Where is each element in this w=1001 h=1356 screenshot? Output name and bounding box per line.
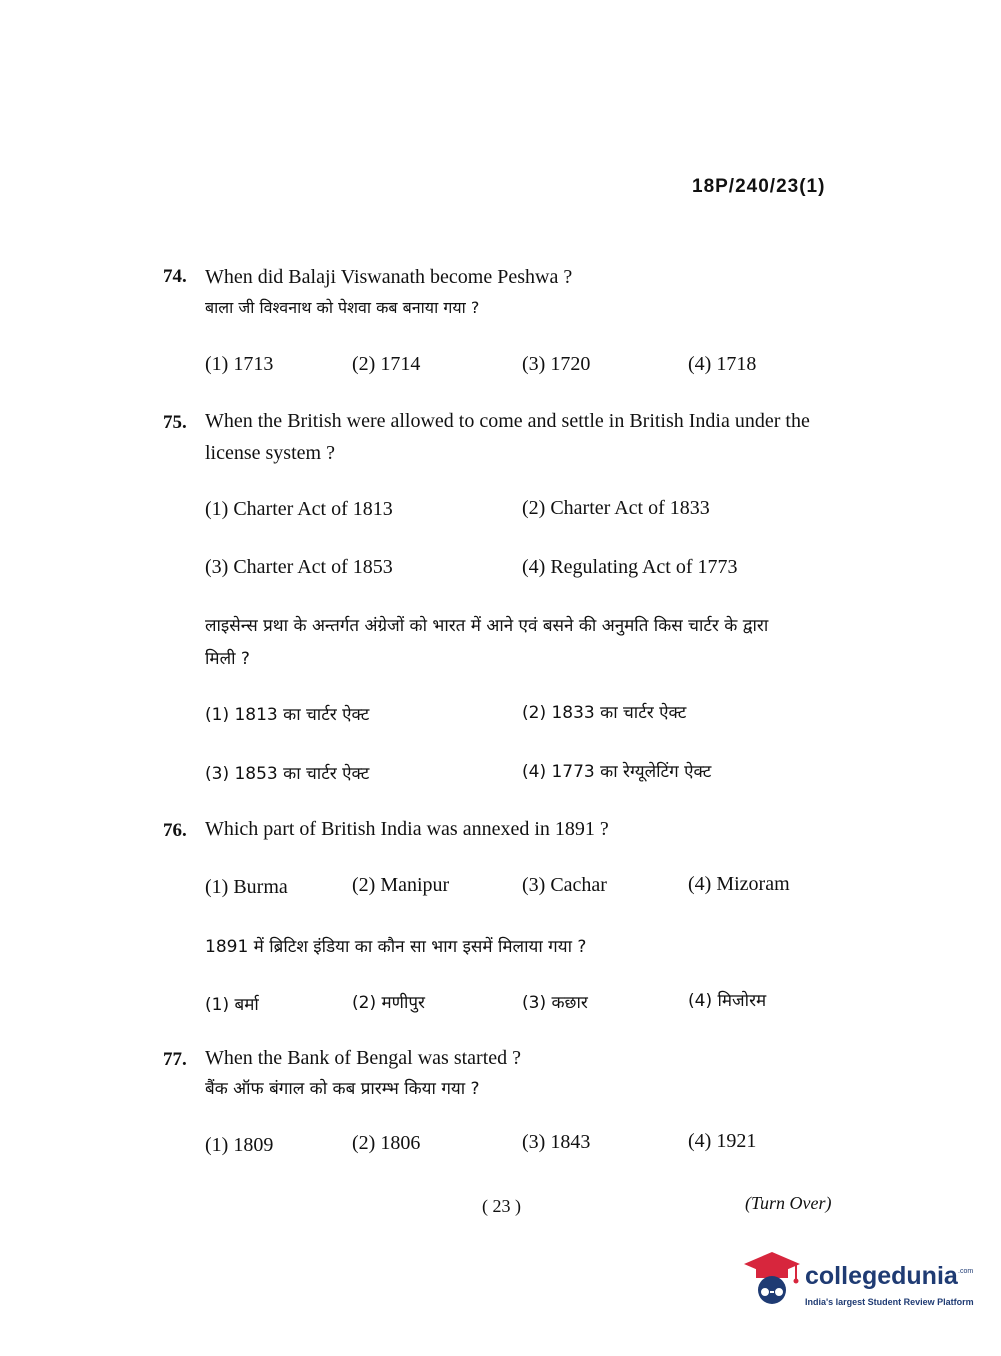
question-number: 75. xyxy=(163,412,187,433)
option-4-en: (4) Mizoram xyxy=(688,873,790,895)
option-3-hi: (3) 1853 का चार्टर ऐक्ट xyxy=(205,764,370,784)
logo-domain: .com xyxy=(958,1268,974,1275)
question-text-hi: बैंक ऑफ बंगाल को कब प्रारम्भ किया गया ? xyxy=(205,1079,480,1099)
option-1-hi: (1) बर्मा xyxy=(205,995,259,1015)
option-4-hi: (4) मिजोरम xyxy=(688,991,767,1011)
question-text-hi-line2: मिली ? xyxy=(205,649,250,669)
question-text-en: Which part of British India was annexed in 1891 ? xyxy=(205,818,609,840)
question-text-hi-line1: लाइसेन्स प्रथा के अन्तर्गत अंग्रेजों को भारत में आने एवं बसने की अनुमति किस चार्टर के द्वारा xyxy=(205,616,769,636)
option-1-en: (1) Burma xyxy=(205,876,288,898)
option-2-hi: (2) मणीपुर xyxy=(352,993,425,1013)
question-text-hi: 1891 में ब्रिटिश इंडिया का कौन सा भाग इसमें मिलाया गया ? xyxy=(205,937,587,957)
option-4: (4) 1921 xyxy=(688,1130,757,1152)
option-2-en: (2) Charter Act of 1833 xyxy=(522,497,710,519)
option-1: (1) 1809 xyxy=(205,1134,274,1156)
option-3: (3) 1720 xyxy=(522,353,591,375)
question-text-en: When the Bank of Bengal was started ? xyxy=(205,1047,522,1069)
option-3-hi: (3) कछार xyxy=(522,993,588,1013)
option-3-en: (3) Cachar xyxy=(522,874,607,896)
option-2: (2) 1714 xyxy=(352,353,421,375)
option-1-hi: (1) 1813 का चार्टर ऐक्ट xyxy=(205,705,370,725)
option-1: (1) 1713 xyxy=(205,353,274,375)
question-text-en: When did Balaji Viswanath become Peshwa ? xyxy=(205,266,573,288)
option-1-en: (1) Charter Act of 1813 xyxy=(205,498,393,520)
option-2-hi: (2) 1833 का चार्टर ऐक्ट xyxy=(522,703,687,723)
option-4-hi: (4) 1773 का रेग्यूलेटिंग ऐक्ट xyxy=(522,762,712,782)
option-4: (4) 1718 xyxy=(688,353,757,375)
option-3-en: (3) Charter Act of 1853 xyxy=(205,556,393,578)
option-3: (3) 1843 xyxy=(522,1131,591,1153)
turn-over-label: (Turn Over) xyxy=(745,1193,832,1213)
question-number: 77. xyxy=(163,1049,187,1070)
question-text-en-line1: When the British were allowed to come and settle in British India under the xyxy=(205,410,810,432)
collegedunia-logo-icon xyxy=(742,1248,802,1310)
paper-code: 18P/240/23(1) xyxy=(692,176,826,197)
option-2-en: (2) Manipur xyxy=(352,874,450,896)
option-4-en: (4) Regulating Act of 1773 xyxy=(522,556,738,578)
logo-wordmark: collegedunia xyxy=(805,1262,958,1290)
page-number: ( 23 ) xyxy=(482,1196,521,1216)
question-text-en-line2: license system ? xyxy=(205,442,335,464)
logo-tagline: India's largest Student Review Platform xyxy=(805,1297,974,1307)
option-2: (2) 1806 xyxy=(352,1132,421,1154)
question-number: 74. xyxy=(163,266,187,287)
question-number: 76. xyxy=(163,820,187,841)
question-text-hi: बाला जी विश्वनाथ को पेशवा कब बनाया गया ? xyxy=(205,298,480,317)
